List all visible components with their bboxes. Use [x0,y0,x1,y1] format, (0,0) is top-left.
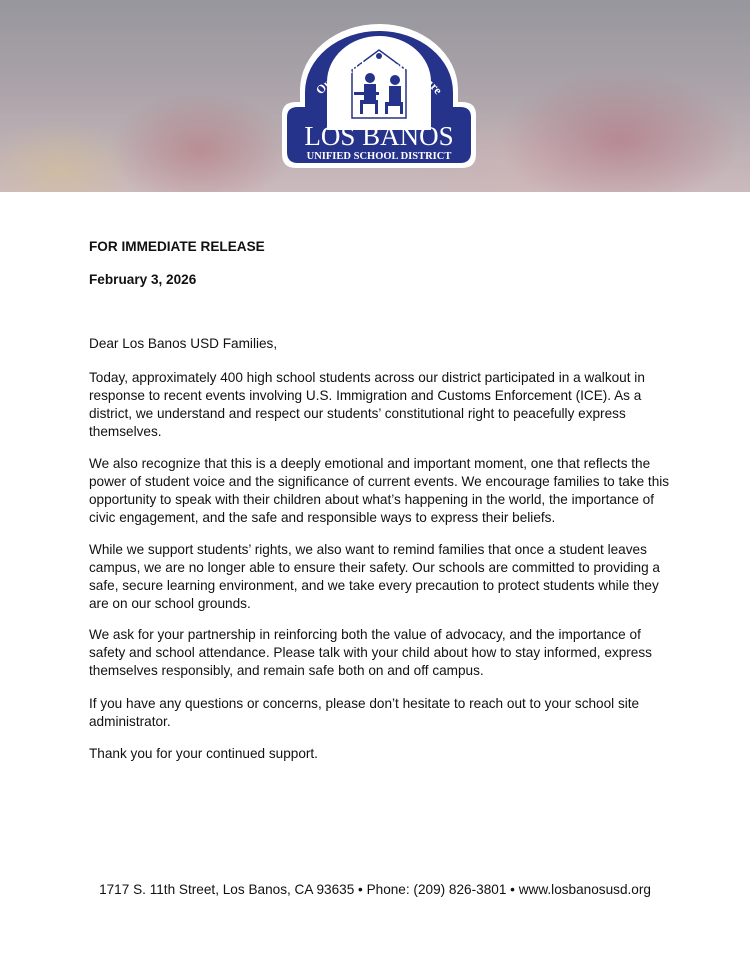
logo-motto: Our Children Our Future [312,56,446,98]
salutation: Dear Los Banos USD Families, [89,336,278,351]
paragraph-2: We also recognize that this is a deeply emotional and important moment, one that reflects the power of student voice and the significance of current events. We encourage families to take this opportunity to speak with their children about what’s happening in the world, the importance of civic engagement, and the safe and responsible ways to express their beliefs. [89,456,670,525]
footer-contact: 1717 S. 11th Street, Los Banos, CA 93635 • Phone: (209) 826-3801 • www.losbanosusd.org [99,882,651,897]
closing: Thank you for your continued support. [89,746,318,761]
logo-subtitle: UNIFIED SCHOOL DISTRICT [306,151,452,162]
paragraph-5: If you have any questions or concerns, please don’t hesitate to reach out to your school site administrator. [89,696,640,729]
district-logo [272,20,486,172]
letter-date: February 3, 2026 [89,272,197,287]
paragraph-1: Today, approximately 400 high school students across our district participated in a walkout in response to recent events involving U.S. Immigration and Customs Enforcement (ICE). As a district, we understand and respect our students’ constitutional right to peacefully express themselves. [89,370,645,439]
logo-name: LOS BANOS [304,121,454,151]
paragraph-4: We ask for your partnership in reinforcing both the value of advocacy, and the importance of safety and school attendance. Please talk with your child about how to stay informed, express themselves responsibly, and remain safe both on and off campus. [89,627,652,678]
release-label: FOR IMMEDIATE RELEASE [89,239,265,254]
header-banner [0,0,750,192]
paragraph-3: While we support students’ rights, we also want to remind families that once a student leaves campus, we are no longer able to ensure their safety. Our schools are committed to providing a safe, secure learning environment, and we take every precaution to protect students while they are on our school grounds. [89,542,660,611]
